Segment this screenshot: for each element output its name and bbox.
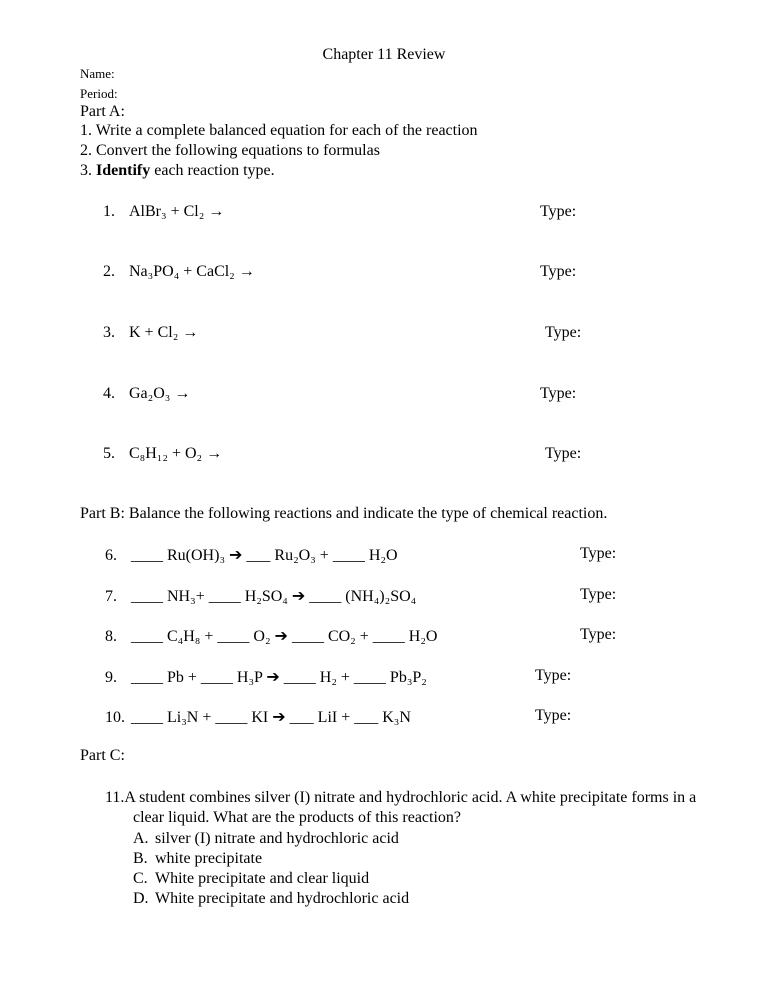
choice-letter: A. [133, 830, 149, 847]
choice-letter: B. [133, 850, 148, 867]
item-number: 5. [103, 445, 115, 462]
part-c-heading: Part C: [80, 747, 125, 764]
item-number: 1. [103, 203, 115, 220]
item-number: 4. [103, 385, 115, 402]
equation-text: ____ NH₃+ ____ H₂SO₄ ➔ ____ (NH₄)₂SO₄ [131, 588, 417, 605]
type-label: Type: [580, 626, 617, 643]
reaction-item-1 [0, 203, 768, 223]
choice-b [133, 849, 409, 869]
item-number: 6. [105, 547, 117, 564]
choice-text: white precipitate [155, 850, 263, 867]
type-label: Type: [545, 445, 582, 462]
question-text: A student combines silver (I) nitrate and hydrochloric acid. A white precipitate forms in a clear liquid. What are the products of this reaction? [124, 789, 697, 826]
instruction-line-1: 1. Write a complete balanced equation for each of the reaction [80, 122, 478, 139]
type-label: Type: [580, 545, 617, 562]
reaction-item-7 [0, 586, 768, 606]
item-number: 9. [105, 669, 117, 686]
period-label: Period: [80, 86, 118, 101]
instruction-line-3 [80, 162, 275, 180]
equation-text: AlBr₃ + Cl₂ → [129, 203, 225, 220]
type-label: Type: [540, 263, 577, 280]
item-number: 10. [105, 709, 125, 726]
type-label: Type: [540, 385, 577, 402]
page-title: Chapter 11 Review [322, 46, 446, 63]
item-number: 3. [103, 324, 115, 341]
type-label: Type: [545, 324, 582, 341]
reaction-item-5 [0, 445, 768, 465]
reaction-item-4 [0, 385, 768, 405]
item-number: 7. [105, 588, 117, 605]
item-number: 8. [105, 628, 117, 645]
question-11 [105, 788, 719, 828]
instruction-3-prefix: 3. [80, 162, 96, 179]
choice-text: White precipitate and clear liquid [155, 870, 370, 887]
type-label: Type: [580, 586, 617, 603]
reaction-item-3 [0, 324, 768, 344]
answer-choices [133, 829, 409, 909]
reaction-item-6 [0, 545, 768, 565]
equation-text: Na₃PO₄ + CaCl₂ → [129, 263, 255, 280]
choice-letter: C. [133, 870, 148, 887]
equation-text: K + Cl₂ → [129, 324, 199, 341]
choice-c [133, 869, 409, 889]
part-a-heading: Part A: [80, 103, 125, 120]
instruction-3-bold: Identify [96, 162, 151, 179]
choice-a [133, 829, 409, 849]
instruction-line-2: 2. Convert the following equations to formulas [80, 142, 380, 159]
question-number: 11. [105, 789, 125, 806]
part-b-heading: Part B: Balance the following reactions and indicate the type of chemical reaction. [80, 505, 608, 522]
equation-text: ____ C₄H₈ + ____ O₂ ➔ ____ CO₂ + ____ H₂O [131, 628, 438, 645]
type-label: Type: [535, 667, 572, 684]
reaction-item-2 [0, 263, 768, 283]
choice-text: White precipitate and hydrochloric acid [155, 890, 410, 907]
choice-text: silver (I) nitrate and hydrochloric acid [155, 830, 399, 847]
equation-text: ____ Pb + ____ H₃P ➔ ____ H₂ + ____ Pb₃P₂ [131, 669, 427, 686]
reaction-item-10 [0, 707, 768, 727]
choice-letter: D. [133, 890, 149, 907]
equation-text: ____ Li₃N + ____ KI ➔ ___ LiI + ___ K₃N [131, 709, 411, 726]
equation-text: ____ Ru(OH)₃ ➔ ___ Ru₂O₃ + ____ H₂O [131, 547, 398, 564]
type-label: Type: [535, 707, 572, 724]
type-label: Type: [540, 203, 577, 220]
reaction-item-8 [0, 626, 768, 646]
instruction-3-suffix: each reaction type. [150, 162, 275, 179]
choice-d [133, 889, 409, 909]
equation-text: C₈H₁₂ + O₂ → [129, 445, 223, 462]
name-label: Name: [80, 66, 115, 81]
item-number: 2. [103, 263, 115, 280]
reaction-item-9 [0, 667, 768, 687]
equation-text: Ga₂O₃ → [129, 385, 191, 402]
